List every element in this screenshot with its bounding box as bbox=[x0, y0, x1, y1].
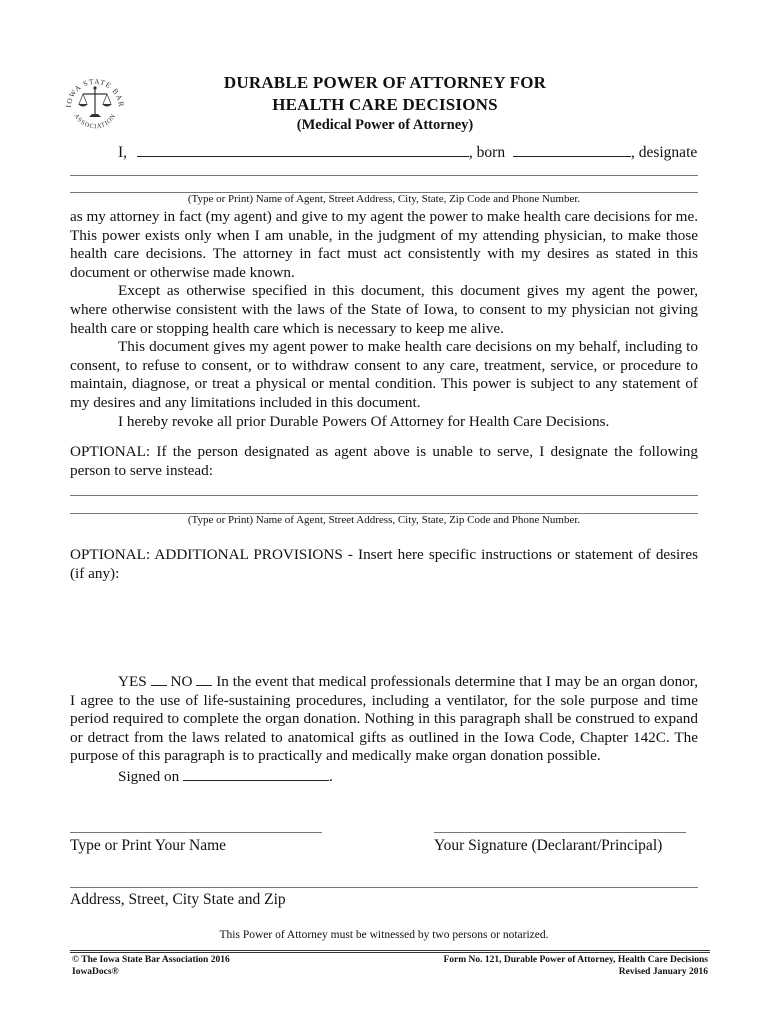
document-title-line1: DURABLE POWER OF ATTORNEY FOR bbox=[223, 73, 547, 92]
yes-option-blank[interactable] bbox=[151, 673, 167, 686]
optional-provisions-text: OPTIONAL: ADDITIONAL PROVISIONS - Insert here specific instructions or statement of desires (if any): bbox=[70, 546, 698, 582]
organ-donation-paragraph bbox=[70, 673, 698, 787]
iowa-state-bar-seal-logo bbox=[62, 72, 128, 138]
witness-note: This Power of Attorney must be witnessed by two persons or notarized. bbox=[219, 929, 549, 941]
paragraph-scope: This document gives my agent power to make health care decisions on my behalf, including to consent, to refuse to consent, or to withdraw consent to any care, treatment, service, or procedure to maintain, diagnose, or treat a physical or mental condition. This power is subject to any statement of my desires and any limitations included in this document. bbox=[70, 338, 698, 411]
footer-form-number: Form No. 121, Durable Power of Attorney, Health Care Decisions bbox=[443, 955, 708, 965]
no-label: NO bbox=[170, 673, 193, 690]
footer-revised: Revised January 2016 bbox=[618, 967, 708, 977]
agent-info-caption: (Type or Print) Name of Agent, Street Address, City, State, Zip Code and Phone Number. bbox=[187, 193, 581, 205]
optional-alternate-agent-text: OPTIONAL: If the person designated as agent above is unable to serve, I designate the following person to serve instead: bbox=[70, 443, 698, 479]
address-label: Address, Street, City State and Zip bbox=[70, 891, 286, 908]
organ-donation-text: In the event that medical professionals determine that I may be an organ donor, I agree to the use of life-sustaining procedures, including a ventilator, for the sole purpose and time period required to complete the organ donation. Nothing in this paragraph shall be construed to expand or detract from the laws related to anatomical gifts as outlined in the Iowa Code, Chapter 142C. The purpose of this paragraph is to practically and medically make organ donation possible. bbox=[70, 673, 699, 765]
alternate-agent-field-line1[interactable] bbox=[70, 495, 698, 496]
additional-provisions-area[interactable] bbox=[70, 588, 698, 658]
alternate-agent-caption: (Type or Print) Name of Agent, Street Address, City, State, Zip Code and Phone Number. bbox=[187, 514, 581, 526]
signed-on-label: Signed on bbox=[118, 767, 180, 785]
designation-prefix: I, bbox=[118, 144, 128, 161]
paragraph-life-support: Except as otherwise specified in this document, this document gives my agent the power, where otherwise consistent with the laws of the State of Iowa, to consent to my physician not giving health care or stopping health care which is necessary to keep me alive. bbox=[70, 282, 698, 337]
signature-label: Your Signature (Declarant/Principal) bbox=[434, 837, 663, 854]
declarant-name-field[interactable] bbox=[137, 142, 469, 157]
paragraph-revocation: I hereby revoke all prior Durable Powers Of Attorney for Health Care Decisions. bbox=[118, 412, 610, 430]
signed-on-period: . bbox=[328, 767, 333, 785]
paragraph-agent-powers: as my attorney in fact (my agent) and give to my agent the power to make health care decisions for me. This power exists only when I am unable, in the judgment of my attending physician, to make those health care decisions. The attorney in fact must act consistently with my desires as stated in this document or otherwise made known. bbox=[70, 208, 698, 281]
born-label: , born bbox=[468, 144, 506, 161]
svg-text:ASSOCIATION: ASSOCIATION bbox=[72, 112, 118, 131]
signed-on-date-field[interactable] bbox=[183, 766, 329, 781]
address-field[interactable] bbox=[70, 887, 698, 888]
designation-line bbox=[118, 142, 697, 162]
birth-date-field[interactable] bbox=[513, 142, 631, 157]
printed-name-field[interactable] bbox=[70, 832, 322, 833]
yes-label: YES bbox=[118, 673, 147, 690]
no-option-blank[interactable] bbox=[196, 673, 212, 686]
footer-divider-double bbox=[70, 952, 710, 953]
footer-copyright: © The Iowa State Bar Association 2016 bbox=[72, 955, 230, 965]
designate-label: , designate bbox=[630, 144, 698, 161]
footer-divider bbox=[70, 950, 710, 951]
signature-field[interactable] bbox=[434, 832, 686, 833]
printed-name-label: Type or Print Your Name bbox=[70, 837, 227, 854]
agent-info-field-line1[interactable] bbox=[70, 175, 698, 176]
document-subtitle: (Medical Power of Attorney) bbox=[296, 117, 474, 133]
document-title-line2: HEALTH CARE DECISIONS bbox=[272, 95, 498, 114]
svg-text:IOWA STATE BAR: IOWA STATE BAR bbox=[63, 76, 127, 109]
body-text bbox=[70, 208, 698, 431]
footer-brand: IowaDocs® bbox=[72, 967, 119, 977]
